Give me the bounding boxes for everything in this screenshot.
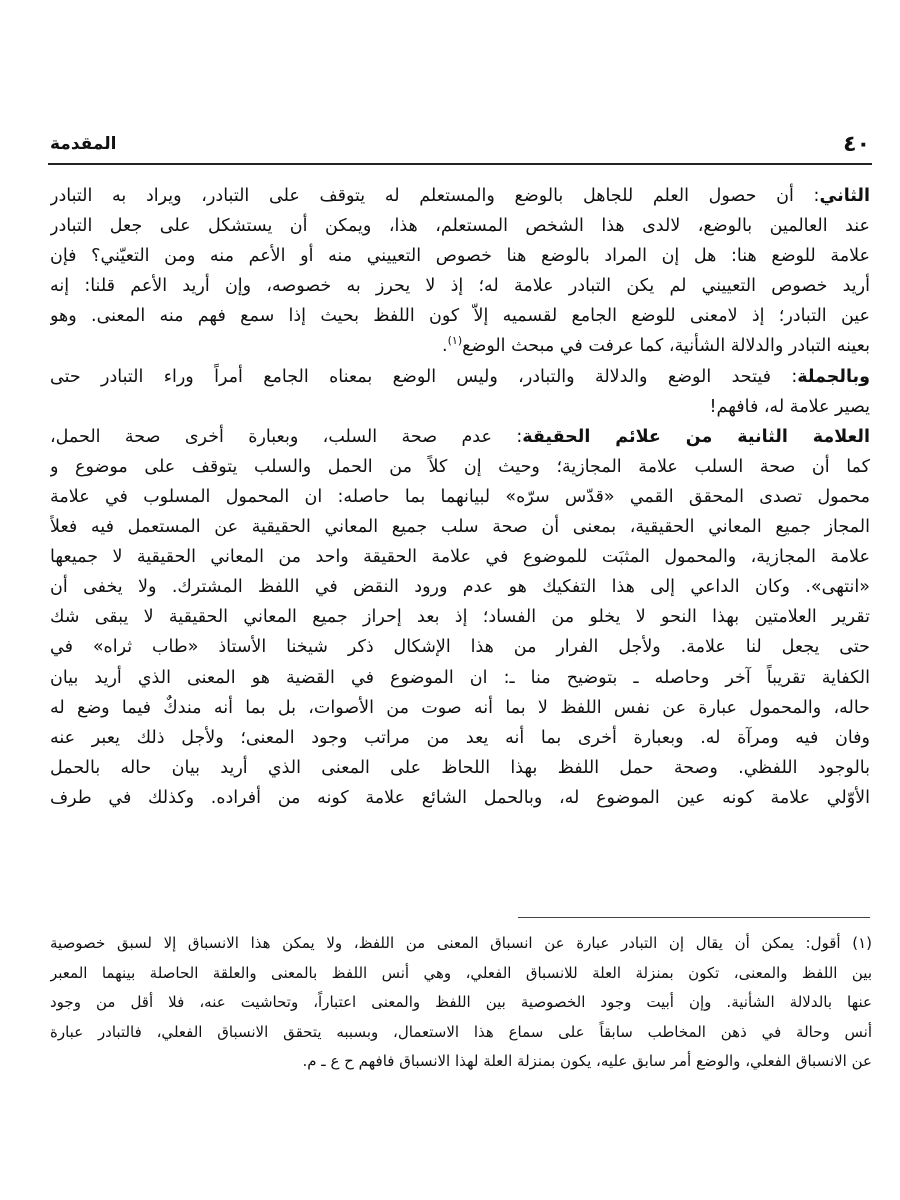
text-line: أريد خصوص التعييني لم يكن التبادر علامة له؛ إذ لا يحرز به خصوصه، وإن أريد الأعم قلنا: إنه [50, 276, 870, 297]
body-text [50, 181, 870, 813]
text-line: بعينه التبادر والدلالة الشأنية، كما عرفت في مبحث الوضع$^{(١)}$. [442, 334, 870, 357]
text-line: المجاز جميع المعاني الحقيقية، بمعنى أن صحة سلب جميع المعاني الحقيقية عن المستعمل فيه فعلاً [50, 517, 870, 538]
line-text: بعينه التبادر والدلالة الشأنية، كما عرفت في مبحث الوضع [462, 336, 870, 357]
line-text: : عدم صحة السلب، وبعبارة أخرى صحة الحمل، [50, 426, 523, 447]
page-header [50, 132, 870, 162]
text-line: بالوجود اللفظي. وصحة حمل اللفظ بهذا اللحاظ على المعنى الذي أريد بيان حاله بالحمل [50, 757, 870, 778]
footnote-line: عنها بالدلالة الشأنية. وإن أبيت وجود الخصوصية بين اللفظ والمعنى اعتباراً، وتحاشيت عنه، فلا أقل من وجود [50, 993, 872, 1011]
footnote-line: أنس وحالة في ذهن المخاطب سابقاً على سماع هذا الاستعمال، وبسببه يتحقق الانسباق الفعلي، فالتبادر عبارة [50, 1022, 872, 1041]
paragraph-lead: العلامة الثانية من علائم الحقيقة [522, 426, 870, 447]
running-title: المقدمة [50, 134, 117, 154]
text-line: عند العالمين بالوضع، لالدى هذا الشخص المستعلم، هذا، ويمكن أن يستشكل على جعل التبادر [50, 216, 870, 237]
paragraph-lead: وبالجملة [797, 366, 870, 387]
header-rule [48, 163, 872, 165]
text-line [50, 422, 870, 452]
text-line: عين التبادر؛ إذ لامعنى للوضع الجامع لقسميه إلاّ كون اللفظ بحيث إذا سمع فهم منه المعنى. وهو [50, 306, 870, 327]
footnotes [50, 929, 872, 1077]
paragraph-lead: الثاني [819, 186, 870, 206]
footnote-line: (١) أقول: يمكن أن يقال إن التبادر عبارة عن انسباق المعنى من اللفظ، ولا يمكن هذا الانسباق إلا لسبق خصوصية [50, 934, 872, 952]
text-line: كما أن صحة السلب علامة المجازية؛ وحيث إن كلاً من الحمل والسلب يتوقف على موضوع و [50, 456, 870, 477]
footnote-line: عن الانسباق الفعلي، والوضع أمر سابق عليه، يكون بمنزلة العلة لهذا الانسباق فافهم ح ع ـ م. [302, 1052, 872, 1070]
text-line: علامة للوضع هنا: هل إن المراد بالوضع هنا خصوص التعييني منه أو الأعم منه ومن التعيّني؟ فإن [50, 246, 870, 267]
text-line: حاله، والمحمول عبارة عن نفس اللفظ لا بما أنه صوت من الأصوات، بل بما أنه مندكٌ فيما وضع له [50, 697, 870, 718]
footnote-line: بين اللفظ والمعنى، تكون بمنزلة العلة للانسباق الفعلي، وهي أنس اللفظ بالمعنى والعلقة الحاصلة بينهما المعبر [50, 963, 872, 982]
text-line: حتى يجعل لنا علامة. ولأجل الفرار من هذا الإشكال ذكر شيخنا الأستاذ «طاب ثراه» في [50, 637, 870, 658]
footnote-marker[interactable]: (١) [447, 334, 463, 348]
text-line: الكفاية تقريباً آخر وحاصله ـ بتوضيح منا ـ: ان الموضوع في القضية هو المعنى الذي أريد بيان [50, 667, 870, 688]
text-line [50, 181, 870, 211]
text-line: وفان فيه ومرآة له. وبعبارة أخرى بما أنه يعد من مراتب وجود المعنى؛ ولأجل ذلك يعبر عنه [50, 727, 870, 748]
footnote-separator [518, 917, 870, 918]
text-line: علامة المجازية، والمحمول المثبَت للموضوع في علامة الحقيقة واحد من المعاني الحقيقية لا جميعها [50, 547, 870, 568]
line-text: : فيتحد الوضع والدلالة والتبادر، وليس الوضع بمعناه الجامع أمراً وراء التبادر حتى [50, 366, 798, 387]
line-text: : أن حصول العلم للجاهل بالوضع والمستعلم له يتوقف على التبادر، ويراد به التبادر [50, 186, 820, 206]
text-line: تقرير العلامتين بهذا النحو لا يخلو من الفساد؛ إذ بعد إحراز جميع المعاني الحقيقية لا يبقى شك [50, 607, 870, 628]
text-line: يصير علامة له، فافهم! [709, 396, 870, 417]
text-line: محمول تصدى المحقق القمي «قدّس سرّه» لبيانهما بما حاصله: ان المحمول المسلوب في علامة [50, 486, 870, 507]
text-line [50, 362, 870, 392]
page-number: ٤٠ [843, 132, 870, 157]
text-line: الأوّلي علامة كونه عين الموضوع له، وبالحمل الشائع علامة كونه من أفراده. وكذلك في طرف [50, 787, 870, 808]
text-line: «انتهى». وكان الداعي إلى هذا التفكيك هو عدم ورود النقض في اللفظ المشترك. ولا يخفى أن [50, 577, 870, 598]
